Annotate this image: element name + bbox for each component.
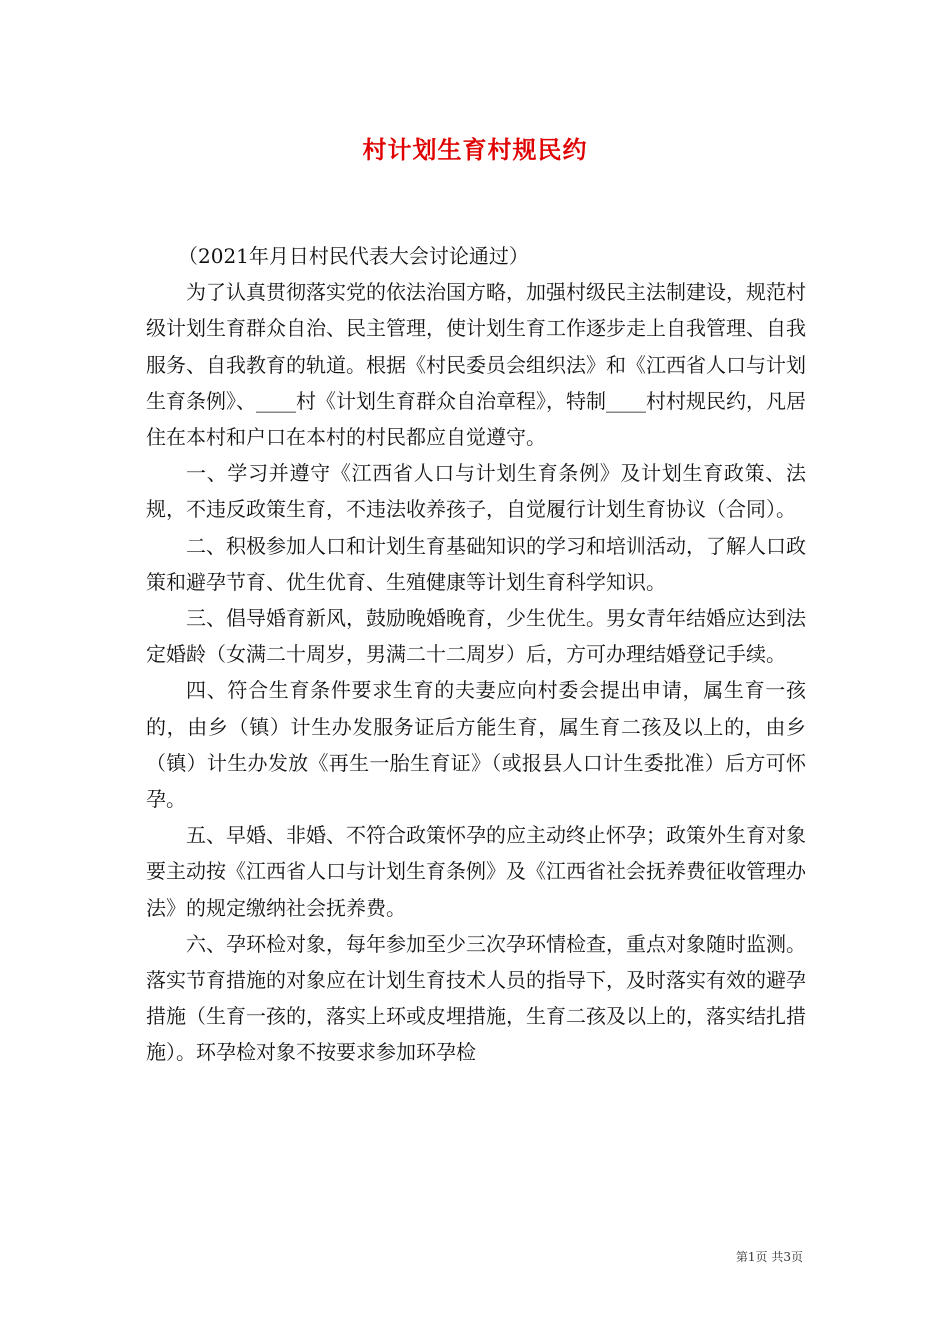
paragraph-article-2: 二、积极参加人口和计划生育基础知识的学习和培训活动，了解人口政策和避孕节育、优生优育、生殖健康等计划生育科学知识。 [146, 533, 806, 594]
page-number: 第1页 共3页 [735, 1250, 803, 1264]
paragraph-preamble: 为了认真贯彻落实党的依法治国方略，加强村级民主法制建设，规范村级计划生育群众自治、民主管理，使计划生育工作逐步走上自我管理、自我服务、自我教育的轨道。根据《村民委员会组织法》和《江西省人口与计划生育条例》、____村《计划生育群众自治章程》，特制____村村规民约，凡居住在本村和户口在本村的村民都应自觉遵守。 [146, 280, 806, 450]
paragraph-article-1: 一、学习并遵守《江西省人口与计划生育条例》及计划生育政策、法规，不违反政策生育，不违法收养孩子，自觉履行计划生育协议（合同）。 [146, 461, 806, 522]
paragraph-article-3: 三、倡导婚育新风，鼓励晚婚晚育，少生优生。男女青年结婚应达到法定婚龄（女满二十周岁，男满二十二周岁）后，方可办理结婚登记手续。 [146, 606, 806, 667]
paragraph-article-6: 六、孕环检对象，每年参加至少三次孕环情检查，重点对象随时监测。落实节育措施的对象应在计划生育技术人员的指导下，及时落实有效的避孕措施（生育一孩的，落实上环或皮埋措施，生育二孩及以上的，落实结扎措施）。环孕检对象不按要求参加环孕检 [146, 931, 806, 1065]
document-body [146, 238, 806, 1071]
document-title: 村计划生育村规民约 [362, 135, 588, 164]
document-subtitle: （2021年月日村民代表大会讨论通过） [178, 244, 529, 268]
paragraph-article-4: 四、符合生育条件要求生育的夫妻应向村委会提出申请，属生育一孩的，由乡（镇）计生办发服务证后方能生育，属生育二孩及以上的，由乡（镇）计生办发放《再生一胎生育证》（或报县人口计生委批准）后方可怀孕。 [146, 678, 806, 812]
paragraph-article-5: 五、早婚、非婚、不符合政策怀孕的应主动终止怀孕；政策外生育对象要主动按《江西省人口与计划生育条例》及《江西省社会抚养费征收管理办法》的规定缴纳社会抚养费。 [146, 823, 806, 920]
